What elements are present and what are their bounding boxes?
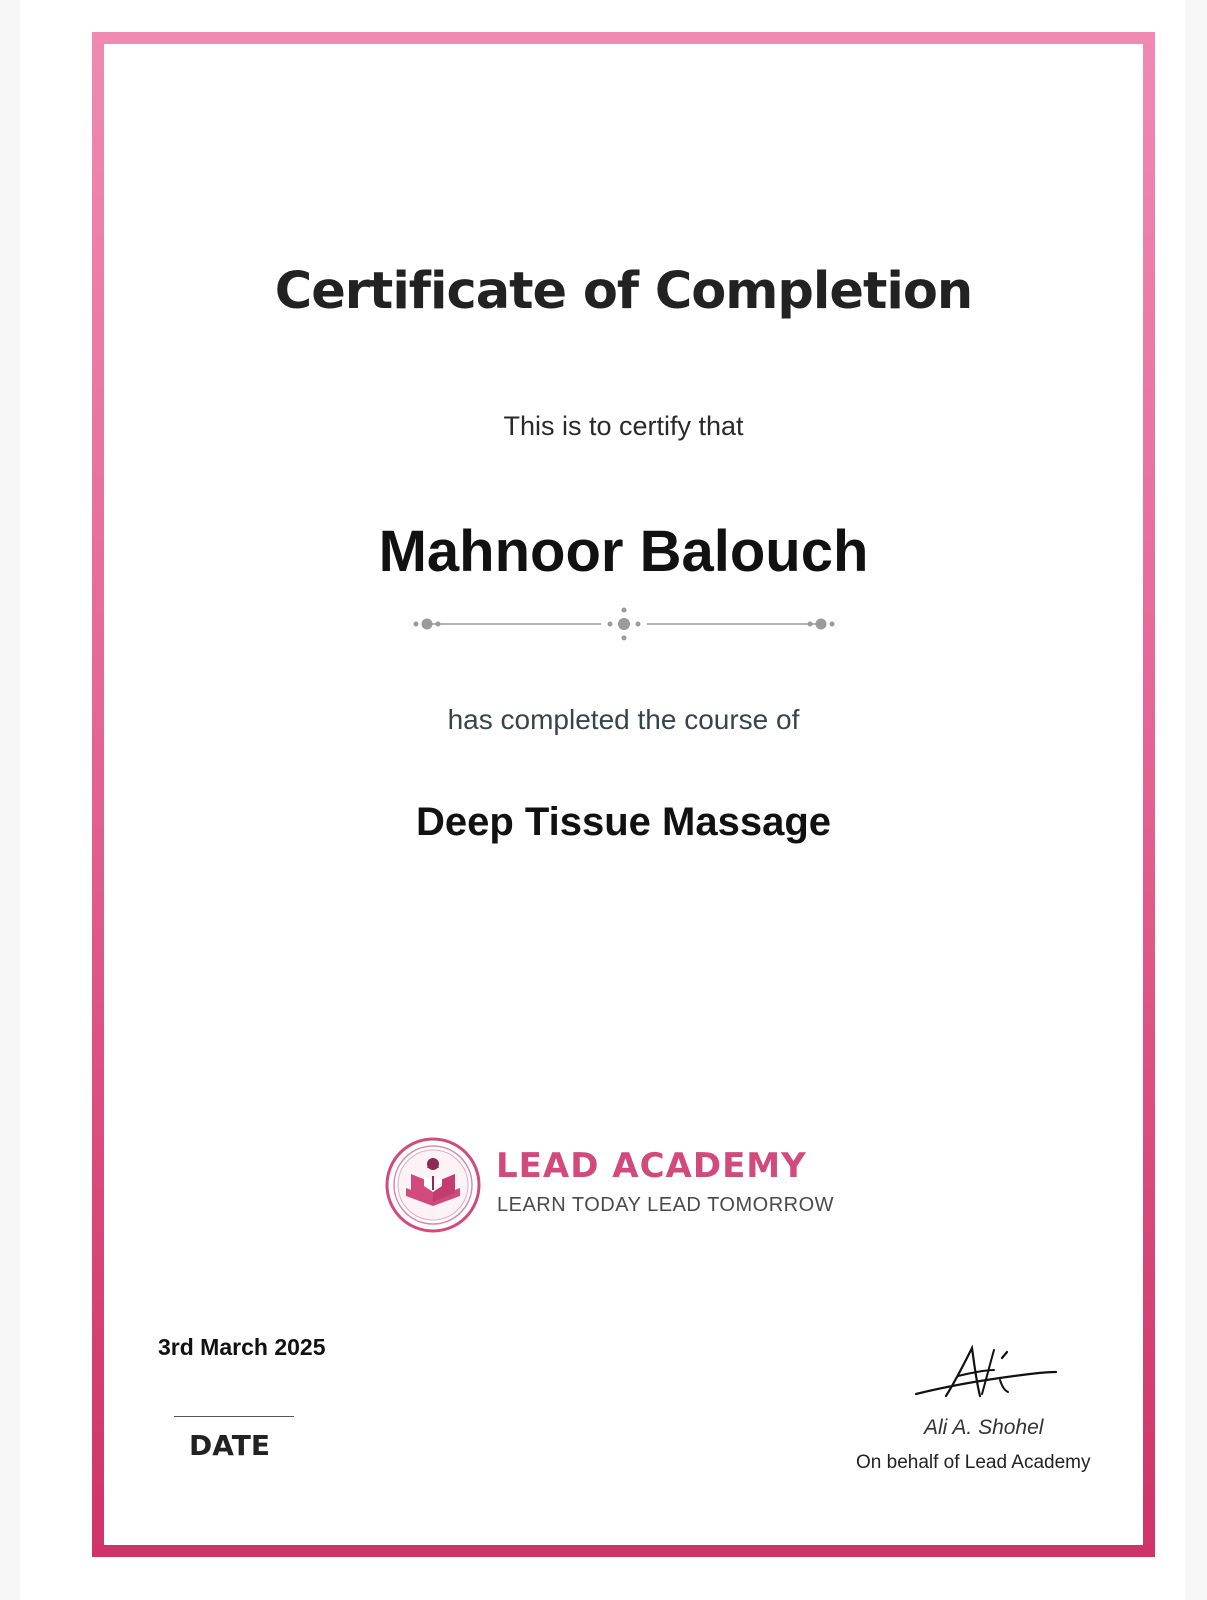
completed-line: has completed the course of — [447, 704, 800, 735]
organization-name: LEAD ACADEMY — [496, 1146, 807, 1186]
ornament-divider-icon — [404, 604, 844, 644]
date-underline — [174, 1416, 294, 1417]
date-label: DATE — [189, 1429, 270, 1462]
organization-tagline: LEARN TODAY LEAD TOMORROW — [497, 1194, 835, 1216]
signer-name: Ali A. Shohel — [924, 1416, 1044, 1439]
certify-line: This is to certify that — [503, 411, 744, 441]
book-emblem-icon — [384, 1136, 482, 1234]
lead-academy-logo — [384, 1136, 864, 1241]
on-behalf-text: On behalf of Lead Academy — [856, 1452, 1091, 1473]
signature-icon — [910, 1340, 1060, 1410]
completion-date: 3rd March 2025 — [158, 1334, 326, 1360]
certificate-title: Certificate of Completion — [274, 262, 973, 321]
recipient-name: Mahnoor Balouch — [378, 519, 869, 584]
certificate-body — [104, 44, 1143, 1545]
certificate-border — [92, 32, 1155, 1557]
course-name: Deep Tissue Massage — [415, 800, 832, 844]
certificate-page — [20, 0, 1185, 1600]
